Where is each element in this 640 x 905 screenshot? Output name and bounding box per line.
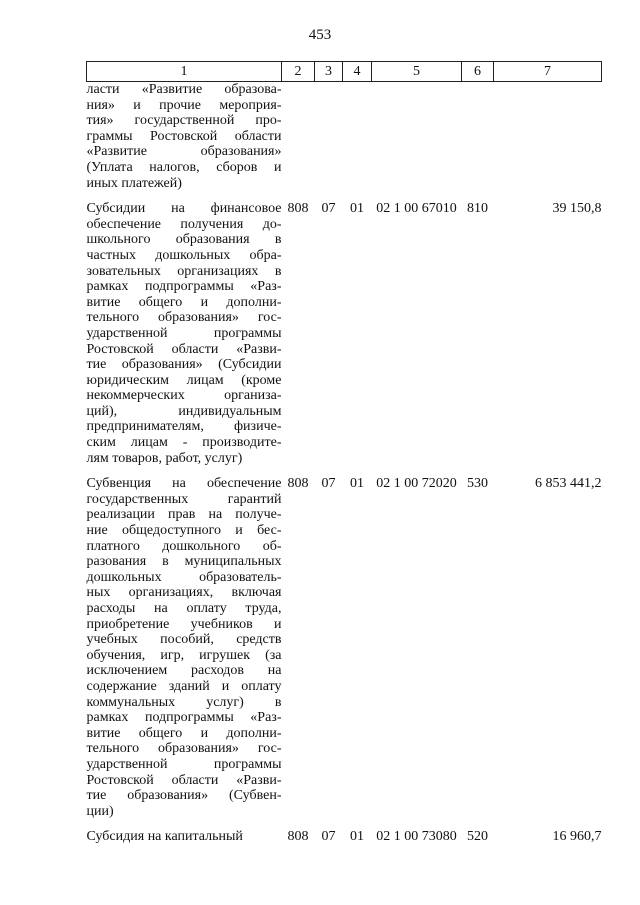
- row-description: [87, 201, 282, 466]
- description-line: ским лицам - производите-: [86, 435, 282, 451]
- subsection-code-cell: 01: [350, 201, 364, 217]
- description-line: тельного образования» гос-: [86, 310, 282, 326]
- row-description: [87, 82, 282, 192]
- description-line: Ростовской области «Разви-: [86, 772, 282, 788]
- column-header: 1: [87, 62, 282, 82]
- description-line: Субсидия на капитальный: [86, 829, 243, 845]
- section-code-cell: 07: [321, 829, 336, 845]
- description-line: Субсидии на финансовое: [86, 201, 282, 217]
- description-line: частных дошкольных обра-: [86, 247, 282, 263]
- description-line: Субвенция на обеспечение: [86, 476, 282, 492]
- description-line: некоммерческих организа-: [86, 388, 282, 404]
- expense-type-cell: 530: [467, 476, 488, 492]
- expense-type-cell: [462, 82, 494, 192]
- description-line: ния» и прочие мероприя-: [86, 97, 282, 113]
- description-line: витие общего и дополни-: [86, 725, 282, 741]
- subsection-code-cell: 01: [350, 829, 364, 845]
- description-line: обучения, игр, игрушек (за: [86, 647, 282, 663]
- ministry-code-cell: [282, 82, 315, 192]
- description-line: исключением расходов на: [86, 663, 282, 679]
- ministry-code-cell: 808: [287, 201, 309, 217]
- column-header: 6: [462, 62, 494, 82]
- description-line: коммунальных услуг) в: [86, 694, 282, 710]
- description-line: учебных пособий, средств: [86, 632, 282, 648]
- description-line: Ростовской области «Разви-: [86, 341, 282, 357]
- description-line: рамках подпрограммы «Раз-: [86, 710, 282, 726]
- description-line: содержание зданий и оплату: [86, 678, 282, 694]
- description-line: платного дошкольного об-: [86, 538, 282, 554]
- target-article-cell: 02 1 00 67010: [376, 201, 457, 217]
- description-line: государственных гарантий: [86, 491, 282, 507]
- description-line: расходы на оплату труда,: [86, 601, 282, 616]
- target-article-cell: [372, 82, 462, 192]
- description-line: ние общедоступного и бес-: [86, 523, 282, 539]
- description-line: приобретение учебников и: [86, 616, 282, 632]
- description-line: граммы Ростовской области: [86, 128, 282, 144]
- ministry-code-cell: 808: [287, 476, 309, 492]
- amount-cell: 6 853 441,2: [535, 476, 602, 492]
- description-line: тельного образования» гос-: [86, 741, 282, 757]
- description-line: юридическим лицам (кроме: [86, 372, 282, 388]
- description-line: тие образования» (Субвен-: [86, 788, 282, 804]
- description-line: иных платежей): [86, 175, 182, 191]
- row-spacer: [87, 466, 602, 476]
- description-line: ударственной программы: [86, 325, 282, 341]
- description-line: ции): [86, 803, 114, 819]
- description-line: дошкольных образователь-: [86, 569, 282, 585]
- description-line: обеспечение получения до-: [86, 216, 282, 232]
- target-article-cell: 02 1 00 72020: [376, 476, 457, 492]
- column-header: 2: [282, 62, 315, 82]
- description-line: ций), индивидуальным: [86, 403, 282, 419]
- column-header: 5: [372, 62, 462, 82]
- target-article-cell: 02 1 00 73080: [376, 829, 457, 845]
- table-body: [87, 82, 602, 845]
- budget-table: [86, 61, 602, 845]
- description-line: зовательных организациях в: [86, 263, 282, 279]
- description-line: тия» государственной про-: [86, 113, 282, 129]
- description-line: предпринимателям, физиче-: [86, 419, 282, 435]
- table-row: [87, 476, 602, 819]
- section-code-cell: 07: [321, 201, 336, 217]
- description-line: «Развитие образования»: [86, 144, 282, 160]
- subsection-code-cell: 01: [350, 476, 364, 492]
- row-spacer: [87, 191, 602, 201]
- column-header: 4: [343, 62, 372, 82]
- section-code-cell: [315, 82, 343, 192]
- row-spacer: [87, 819, 602, 829]
- description-line: ударственной программы: [86, 756, 282, 772]
- subsection-code-cell: [343, 82, 372, 192]
- description-line: рамках подпрограммы «Раз-: [86, 279, 282, 295]
- description-line: (Уплата налогов, сборов и: [86, 159, 282, 175]
- table-row: [87, 82, 602, 192]
- page-number: 453: [308, 27, 332, 43]
- description-line: лям товаров, работ, услуг): [86, 450, 243, 466]
- amount-cell: 39 150,8: [552, 201, 602, 217]
- description-line: ласти «Развитие образова-: [86, 82, 282, 97]
- description-line: реализации прав на получе-: [86, 507, 282, 523]
- description-line: витие общего и дополни-: [86, 294, 282, 310]
- table-row: [87, 829, 602, 845]
- row-description: [87, 829, 282, 845]
- ministry-code-cell: 808: [287, 829, 309, 845]
- description-line: тие образования» (Субсидии: [86, 357, 282, 373]
- description-line: ных организациях, включая: [86, 585, 282, 601]
- description-line: школьного образования в: [86, 232, 282, 248]
- amount-cell: 16 960,7: [552, 829, 602, 845]
- amount-cell: [494, 82, 602, 192]
- column-header: 3: [315, 62, 343, 82]
- expense-type-cell: 520: [467, 829, 488, 845]
- column-header: 7: [494, 62, 602, 82]
- description-line: разования в муниципальных: [86, 554, 282, 570]
- table-row: [87, 201, 602, 466]
- row-description: [87, 476, 282, 819]
- table-header: [87, 62, 602, 82]
- section-code-cell: 07: [321, 476, 336, 492]
- expense-type-cell: 810: [467, 201, 488, 217]
